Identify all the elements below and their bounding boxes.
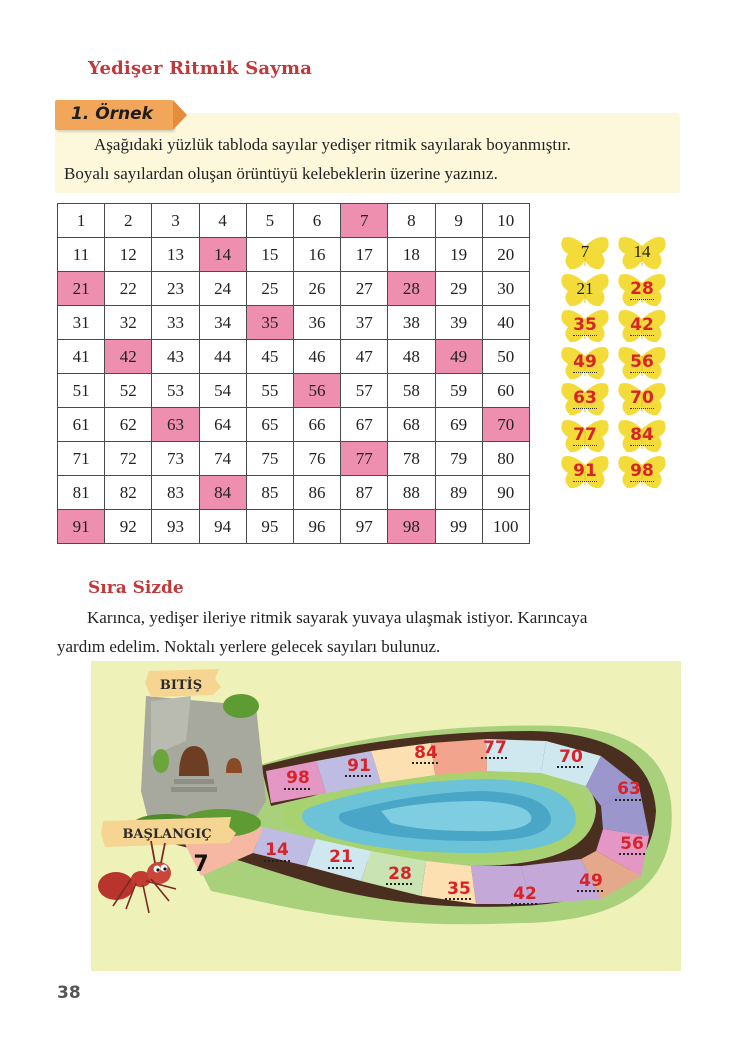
hundred-chart xyxy=(57,203,530,544)
butterfly-number: 14 xyxy=(633,242,651,261)
hundred-chart-row xyxy=(58,306,530,340)
hundred-chart-cell: 75 xyxy=(246,442,293,476)
hundred-chart-cell: 97 xyxy=(341,510,388,544)
hundred-chart-cell: 58 xyxy=(388,374,435,408)
hundred-chart-cell: 65 xyxy=(246,408,293,442)
hundred-chart-cell: 57 xyxy=(341,374,388,408)
butterfly-number: 42 xyxy=(630,315,654,335)
tile-14: 14 xyxy=(265,840,289,860)
butterfly-dotted-line xyxy=(573,335,597,336)
hundred-chart-row xyxy=(58,442,530,476)
hundred-chart-cell: 51 xyxy=(58,374,105,408)
hundred-chart-row xyxy=(58,374,530,408)
example-line-2: Boyalı sayılardan oluşan örüntüyü kelebeklerin üzerine yazınız. xyxy=(64,164,498,183)
hundred-chart-cell: 76 xyxy=(293,442,340,476)
hundred-chart-cell: 12 xyxy=(105,238,152,272)
hundred-chart-cell: 23 xyxy=(152,272,199,306)
hundred-chart-cell: 60 xyxy=(482,374,529,408)
hundred-chart-cell: 53 xyxy=(152,374,199,408)
finish-house-icon xyxy=(131,694,266,838)
butterfly xyxy=(617,309,667,343)
butterfly xyxy=(560,309,610,343)
hundred-chart-cell: 62 xyxy=(105,408,152,442)
hundred-chart-cell: 35 xyxy=(246,306,293,340)
hundred-chart-cell: 72 xyxy=(105,442,152,476)
hundred-chart-cell: 24 xyxy=(199,272,246,306)
butterfly-number: 7 xyxy=(580,242,590,261)
hundred-chart-cell: 52 xyxy=(105,374,152,408)
hundred-chart-cell: 83 xyxy=(152,476,199,510)
butterfly-dotted-line xyxy=(630,335,654,336)
hundred-chart-cell: 11 xyxy=(58,238,105,272)
hundred-chart-cell: 42 xyxy=(105,340,152,374)
hundred-chart-cell: 19 xyxy=(435,238,482,272)
hundred-chart-cell: 68 xyxy=(388,408,435,442)
hundred-chart-cell: 84 xyxy=(199,476,246,510)
butterfly-dotted-line xyxy=(630,408,654,409)
butterfly xyxy=(560,419,610,453)
ant-game-board xyxy=(91,661,681,971)
hundred-chart-cell: 77 xyxy=(341,442,388,476)
hundred-chart-cell: 36 xyxy=(293,306,340,340)
hundred-chart-cell: 64 xyxy=(199,408,246,442)
section-title: Yedişer Ritmik Sayma xyxy=(88,58,313,79)
hundred-chart-cell: 100 xyxy=(482,510,529,544)
hundred-chart-cell: 31 xyxy=(58,306,105,340)
hundred-chart-cell: 21 xyxy=(58,272,105,306)
butterfly-number: 77 xyxy=(573,424,597,445)
hundred-chart-cell: 39 xyxy=(435,306,482,340)
page-number: 38 xyxy=(57,983,81,1003)
butterfly-dotted-line xyxy=(630,481,654,482)
hundred-chart-cell: 15 xyxy=(246,238,293,272)
hundred-chart-cell: 18 xyxy=(388,238,435,272)
hundred-chart-cell: 85 xyxy=(246,476,293,510)
hundred-chart-cell: 26 xyxy=(293,272,340,306)
start-label: BAŞLANGIÇ xyxy=(122,827,212,842)
hundred-chart-cell: 71 xyxy=(58,442,105,476)
hundred-chart-cell: 38 xyxy=(388,306,435,340)
hundred-chart-cell: 1 xyxy=(58,204,105,238)
hundred-chart-cell: 43 xyxy=(152,340,199,374)
example-instructions xyxy=(64,130,676,188)
butterfly-number: 35 xyxy=(573,315,597,335)
hundred-chart-row xyxy=(58,272,530,306)
hundred-chart-cell: 92 xyxy=(105,510,152,544)
butterfly-dotted-line xyxy=(573,372,597,373)
hundred-chart-cell: 67 xyxy=(341,408,388,442)
hundred-chart-cell: 56 xyxy=(293,374,340,408)
butterfly xyxy=(560,455,610,489)
hundred-chart-cell: 99 xyxy=(435,510,482,544)
hundred-chart-cell: 96 xyxy=(293,510,340,544)
butterfly xyxy=(560,382,610,416)
hundred-chart-cell: 61 xyxy=(58,408,105,442)
hundred-chart-cell: 86 xyxy=(293,476,340,510)
start-sign xyxy=(101,817,236,847)
tile-49: 49 xyxy=(579,871,603,891)
tile-91: 91 xyxy=(347,756,371,776)
butterfly xyxy=(560,346,610,380)
hundred-chart-cell: 20 xyxy=(482,238,529,272)
hundred-chart-cell: 34 xyxy=(199,306,246,340)
hundred-chart-cell: 46 xyxy=(293,340,340,374)
butterfly-dotted-line xyxy=(630,372,654,373)
tile-84: 84 xyxy=(414,743,438,763)
tile-63: 63 xyxy=(617,779,641,799)
butterfly-dotted-line xyxy=(573,445,597,446)
butterfly xyxy=(617,419,667,453)
butterfly-number: 56 xyxy=(630,351,654,372)
butterfly-number: 28 xyxy=(630,278,654,299)
hundred-chart-cell: 81 xyxy=(58,476,105,510)
hundred-chart-cell: 37 xyxy=(341,306,388,340)
butterfly xyxy=(617,236,667,270)
hundred-chart-row xyxy=(58,476,530,510)
hundred-chart-cell: 73 xyxy=(152,442,199,476)
example-line-1: Aşağıdaki yüzlük tabloda sayılar yedişer ritmik sayılarak boyanmıştır. xyxy=(94,135,571,154)
butterfly-dotted-line xyxy=(573,408,597,409)
hundred-chart-cell: 13 xyxy=(152,238,199,272)
hundred-chart-cell: 95 xyxy=(246,510,293,544)
butterfly xyxy=(617,382,667,416)
hundred-chart-cell: 5 xyxy=(246,204,293,238)
hundred-chart-cell: 16 xyxy=(293,238,340,272)
hundred-chart-cell: 33 xyxy=(152,306,199,340)
tile-77: 77 xyxy=(483,738,507,758)
hundred-chart-cell: 48 xyxy=(388,340,435,374)
butterfly xyxy=(617,455,667,489)
hundred-chart-cell: 7 xyxy=(341,204,388,238)
butterfly xyxy=(560,236,610,270)
butterfly xyxy=(617,346,667,380)
hundred-chart-row xyxy=(58,204,530,238)
butterfly-dotted-line xyxy=(573,481,597,482)
hundred-chart-cell: 78 xyxy=(388,442,435,476)
hundred-chart-cell: 55 xyxy=(246,374,293,408)
hundred-chart-cell: 47 xyxy=(341,340,388,374)
your-turn-line-2: yardım edelim. Noktalı yerlere gelecek sayıları bulunuz. xyxy=(57,637,441,656)
hundred-chart-cell: 82 xyxy=(105,476,152,510)
hundred-chart-cell: 41 xyxy=(58,340,105,374)
finish-label: BITİŞ xyxy=(159,678,203,693)
butterfly-dotted-line xyxy=(630,299,654,300)
hundred-chart-cell: 4 xyxy=(199,204,246,238)
tile-28: 28 xyxy=(388,864,412,884)
hundred-chart-cell: 2 xyxy=(105,204,152,238)
hundred-chart-cell: 90 xyxy=(482,476,529,510)
butterfly xyxy=(617,273,667,307)
hundred-chart-cell: 14 xyxy=(199,238,246,272)
tile-70: 70 xyxy=(559,747,583,767)
hundred-chart-cell: 54 xyxy=(199,374,246,408)
hundred-chart-cell: 40 xyxy=(482,306,529,340)
butterfly-number: 91 xyxy=(573,461,597,481)
your-turn-line-1: Karınca, yedişer ileriye ritmik sayarak yuvaya ulaşmak istiyor. Karıncaya xyxy=(87,608,588,627)
butterfly-number: 84 xyxy=(630,424,654,445)
start-tile-value: 7 xyxy=(193,852,209,877)
hundred-chart-row xyxy=(58,340,530,374)
hundred-chart-cell: 9 xyxy=(435,204,482,238)
butterfly-number: 70 xyxy=(630,388,654,408)
hundred-chart-row xyxy=(58,408,530,442)
hundred-chart-cell: 49 xyxy=(435,340,482,374)
butterfly-dotted-line xyxy=(630,445,654,446)
finish-sign xyxy=(145,669,221,697)
example-badge xyxy=(55,100,173,130)
hundred-chart-cell: 94 xyxy=(199,510,246,544)
hundred-chart-row xyxy=(58,510,530,544)
hundred-chart-cell: 30 xyxy=(482,272,529,306)
hundred-chart-cell: 88 xyxy=(388,476,435,510)
hundred-chart-cell: 91 xyxy=(58,510,105,544)
your-turn-title: Sıra Sizde xyxy=(88,578,184,598)
example-badge-label: 1. Örnek xyxy=(71,104,153,124)
hundred-chart-cell: 22 xyxy=(105,272,152,306)
tile-56: 56 xyxy=(620,834,644,854)
hundred-chart-cell: 80 xyxy=(482,442,529,476)
hundred-chart-cell: 17 xyxy=(341,238,388,272)
hundred-chart-cell: 66 xyxy=(293,408,340,442)
tile-35: 35 xyxy=(447,879,471,899)
hundred-chart-cell: 27 xyxy=(341,272,388,306)
hundred-chart-cell: 45 xyxy=(246,340,293,374)
hundred-chart-cell: 32 xyxy=(105,306,152,340)
hundred-chart-cell: 59 xyxy=(435,374,482,408)
hundred-chart-cell: 79 xyxy=(435,442,482,476)
tile-98: 98 xyxy=(286,768,310,788)
hundred-chart-cell: 29 xyxy=(435,272,482,306)
hundred-chart-cell: 89 xyxy=(435,476,482,510)
hundred-chart-cell: 63 xyxy=(152,408,199,442)
hundred-chart-cell: 50 xyxy=(482,340,529,374)
hundred-chart-cell: 69 xyxy=(435,408,482,442)
hundred-chart-cell: 74 xyxy=(199,442,246,476)
butterfly-number: 98 xyxy=(630,461,654,481)
ant-icon xyxy=(98,841,176,913)
hundred-chart-cell: 70 xyxy=(482,408,529,442)
hundred-chart-cell: 28 xyxy=(388,272,435,306)
butterfly xyxy=(560,273,610,307)
hundred-chart-cell: 44 xyxy=(199,340,246,374)
hundred-chart-row xyxy=(58,238,530,272)
hundred-chart-cell: 25 xyxy=(246,272,293,306)
hundred-chart-cell: 87 xyxy=(341,476,388,510)
hundred-chart-cell: 3 xyxy=(152,204,199,238)
tile-21: 21 xyxy=(329,847,353,867)
butterfly-number: 63 xyxy=(573,388,597,408)
hundred-chart-cell: 98 xyxy=(388,510,435,544)
hundred-chart-cell: 93 xyxy=(152,510,199,544)
hundred-chart-cell: 6 xyxy=(293,204,340,238)
hundred-chart-cell: 8 xyxy=(388,204,435,238)
butterfly-number: 21 xyxy=(576,278,594,298)
your-turn-instructions xyxy=(57,603,682,661)
tile-42: 42 xyxy=(513,884,537,904)
hundred-chart-cell: 10 xyxy=(482,204,529,238)
butterfly-number: 49 xyxy=(573,351,597,372)
